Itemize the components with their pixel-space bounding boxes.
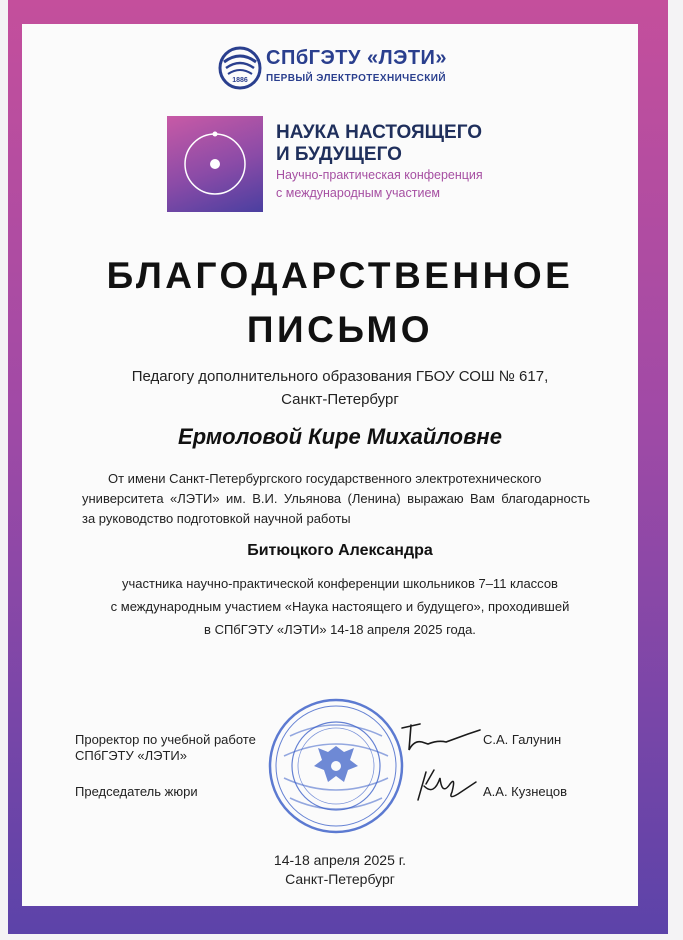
student-name: Битюцкого Александра [247,542,433,559]
orbit-icon [167,116,263,212]
letter-title-line2: ПИСЬМО [246,309,434,350]
university-subtitle: ПЕРВЫЙ ЭЛЕКТРОТЕХНИЧЕСКИЙ [266,73,446,84]
jury-chair-signature-icon [412,766,482,806]
body-line3: за руководство подготовкой научной работы [82,511,351,526]
vice-rector-title [75,732,256,764]
conference-title [276,122,482,166]
university-emblem-icon [218,46,262,90]
conference-subtitle-line1: Научно-практическая конференция [276,168,483,182]
conference-title-line1: НАУКА НАСТОЯЩЕГО [276,122,483,143]
jury-chair-name: А.А. Кузнецов [483,784,568,799]
body-line1: От имени Санкт-Петербургского государственного электротехнического [108,471,542,486]
logo-year: 1886 [232,77,248,84]
conference-subtitle-line2: с международным участием [276,186,440,200]
official-stamp [266,696,406,836]
university-logo [218,44,458,94]
university-name: СПбГЭТУ «ЛЭТИ» [266,47,448,69]
letter-title-line1: БЛАГОДАРСТВЕННОЕ [106,255,574,296]
vice-rector-title-line1: Проректор по учебной работе [75,732,256,747]
participant-line1: участника научно-практической конференции школьников 7–11 классов [122,576,558,591]
participant-line2: с международным участием «Наука настоящего и будущего», проходившей [110,599,570,614]
vice-rector-signature-icon [398,720,484,760]
eagle-emblem-icon [314,746,358,782]
vice-rector-title-line2: СПбГЭТУ «ЛЭТИ» [75,748,187,763]
recipient-name: Ермоловой Кире Михайловне [178,424,502,449]
conference-title-line2: И БУДУЩЕГО [276,144,402,165]
conference-logo [167,116,263,212]
footer-city: Санкт-Петербург [285,871,395,887]
jury-chair-title: Председатель жюри [75,784,198,799]
vice-rector-name: С.А. Галунин [483,732,562,747]
body-line2: университета «ЛЭТИ» им. В.И. Ульянова (Ленина) выражаю Вам благодарность [82,491,590,506]
recipient-position-line1: Педагогу дополнительного образования ГБОУ СОШ № 617, [131,368,549,385]
participant-line3: в СПбГЭТУ «ЛЭТИ» 14-18 апреля 2025 года. [204,622,476,637]
footer-date: 14-18 апреля 2025 г. [273,852,407,868]
recipient-position-line2: Санкт-Петербург [281,391,399,408]
